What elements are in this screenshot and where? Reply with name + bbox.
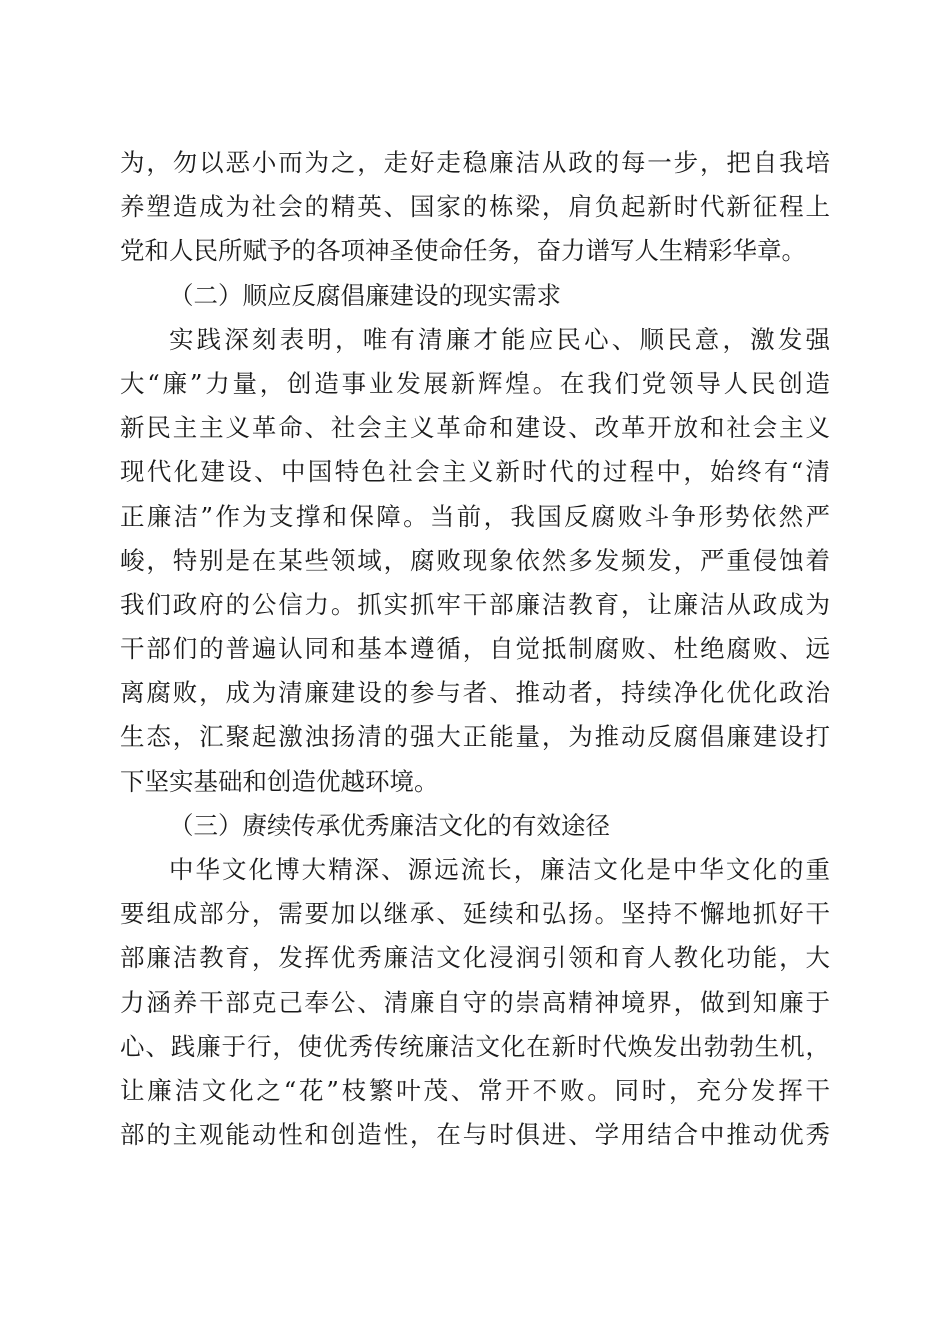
body-line: 正廉洁”作为支撑和保障。当前，我国反腐败斗争形势依然严 [120,501,830,531]
body-line: 力涵养干部克己奉公、清廉自守的崇高精神境界，做到知廉于 [120,987,830,1017]
body-line: 下坚实基础和创造优越环境。 [120,766,439,796]
section-heading-2: （二）顺应反腐倡廉建设的现实需求 [169,280,561,310]
document-body [120,141,830,1157]
body-line: 部的主观能动性和创造性，在与时俱进、学用结合中推动优秀 [120,1120,830,1150]
body-line: 现代化建设、中国特色社会主义新时代的过程中，始终有“清 [120,457,830,487]
body-line: 新民主主义革命、社会主义革命和建设、改革开放和社会主义 [120,413,830,443]
body-line: 大“廉”力量，创造事业发展新辉煌。在我们党领导人民创造 [120,368,830,398]
body-line: 峻，特别是在某些领域，腐败现象依然多发频发，严重侵蚀着 [120,545,830,575]
body-line: 干部们的普遍认同和基本遵循，自觉抵制腐败、杜绝腐败、远 [120,634,830,664]
body-line: 我们政府的公信力。抓实抓牢干部廉洁教育，让廉洁从政成为 [120,589,830,619]
paragraph-first-line: 实践深刻表明，唯有清廉才能应民心、顺民意，激发强 [169,324,830,354]
body-line: 要组成部分，需要加以继承、延续和弘扬。坚持不懈地抓好干 [120,899,830,929]
body-line: 让廉洁文化之“花”枝繁叶茂、常开不败。同时，充分发挥干 [120,1075,830,1105]
body-line: 部廉洁教育，发挥优秀廉洁文化浸润引领和育人教化功能，大 [120,943,830,973]
body-line: 为，勿以恶小而为之，走好走稳廉洁从政的每一步，把自我培 [120,148,830,177]
section-heading-3: （三）赓续传承优秀廉洁文化的有效途径 [169,810,610,840]
body-line: 党和人民所赋予的各项神圣使命任务，奋力谱写人生精彩华章。 [120,236,806,266]
paragraph-first-line: 中华文化博大精深、源远流长，廉洁文化是中华文化的重 [169,855,830,884]
body-line: 养塑造成为社会的精英、国家的栋梁，肩负起新时代新征程上 [120,192,830,222]
body-line: 离腐败，成为清廉建设的参与者、推动者，持续净化优化政治 [120,678,830,708]
body-line: 生态，汇聚起激浊扬清的强大正能量，为推动反腐倡廉建设打 [120,722,830,752]
body-line: 心、践廉于行，使优秀传统廉洁文化在新时代焕发出勃勃生机， [120,1031,830,1061]
